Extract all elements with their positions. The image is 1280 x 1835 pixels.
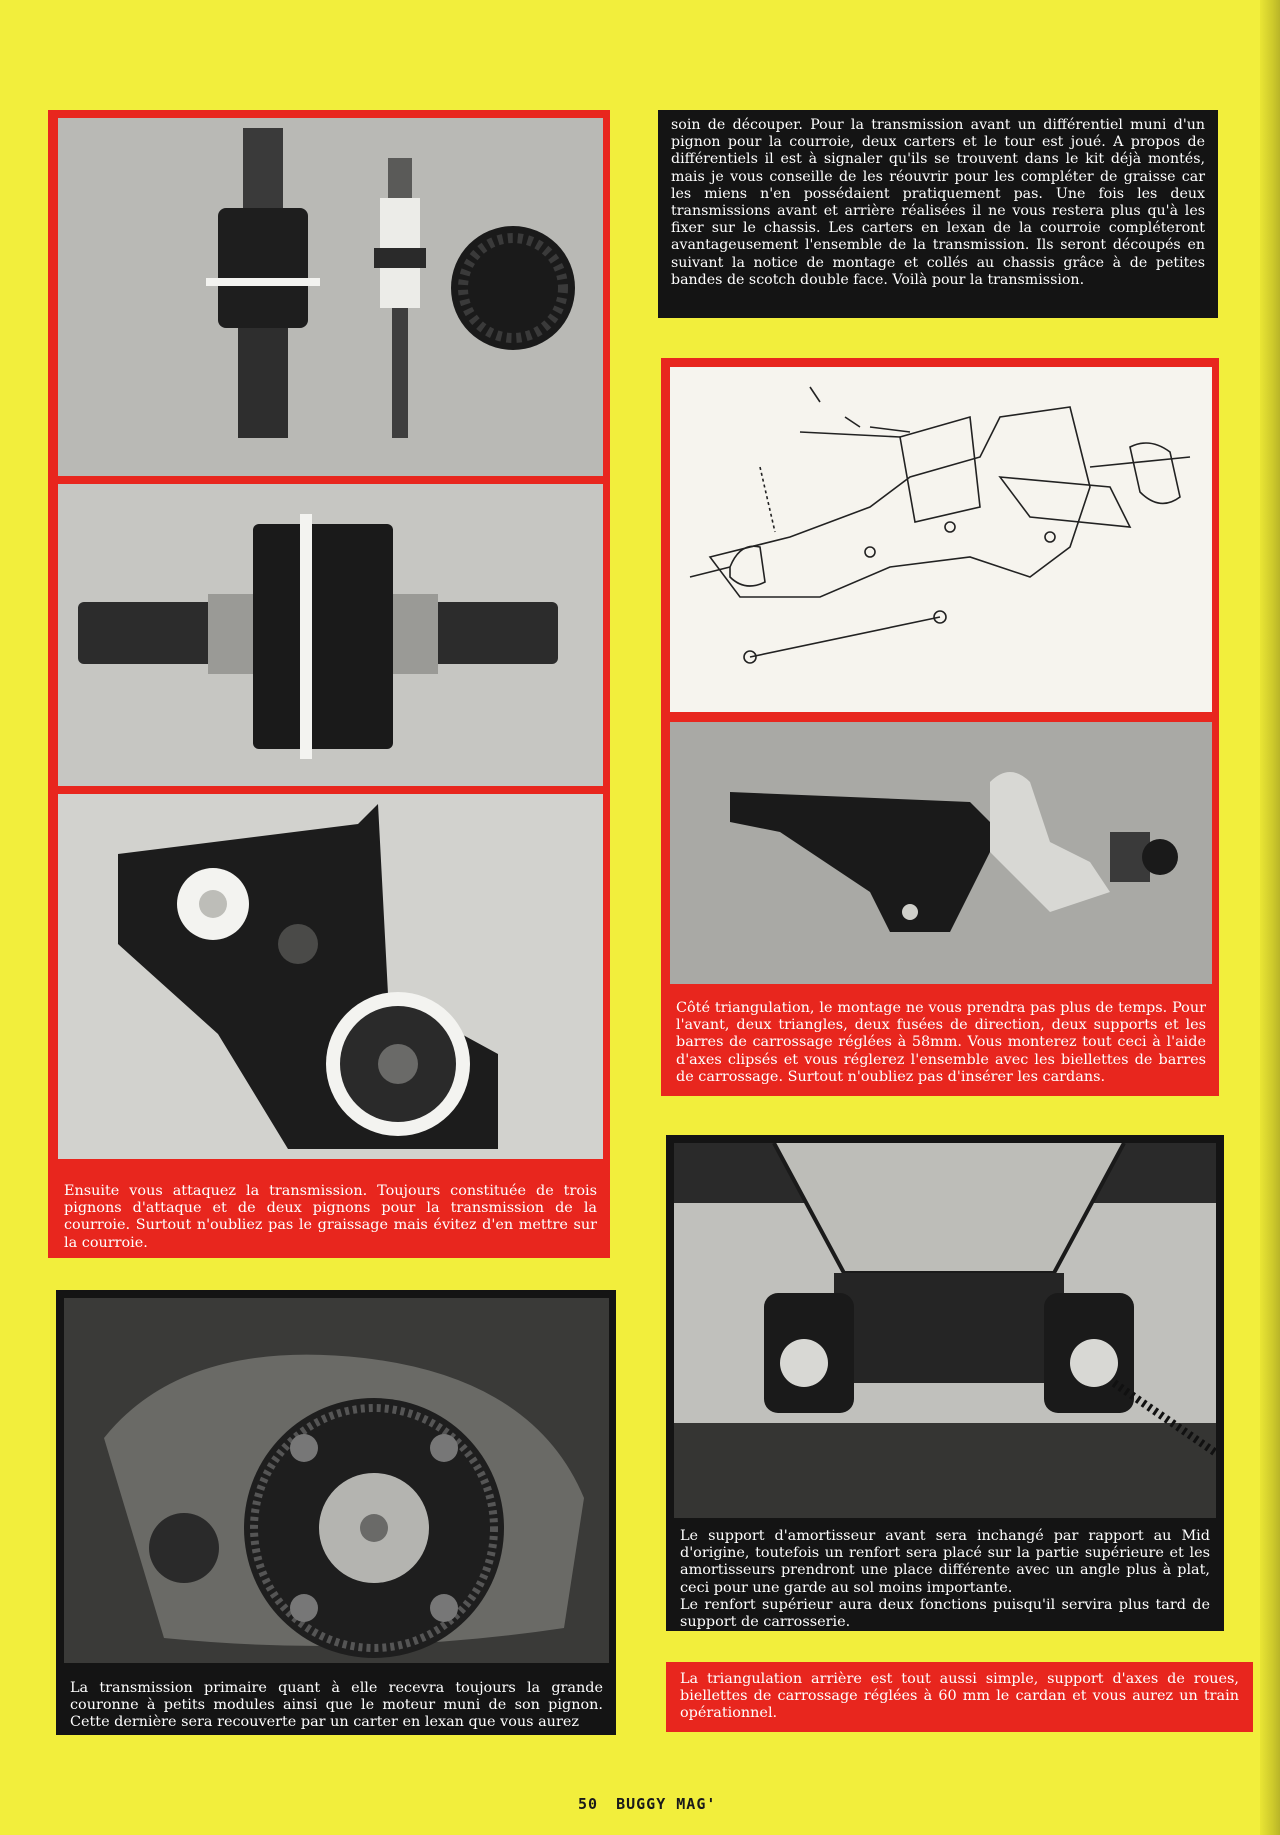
photo-front-shock-support	[674, 1143, 1216, 1518]
exploded-drawing-illustration	[670, 367, 1212, 712]
caption-left-transmission: Ensuite vous attaquez la transmission. Toujours constituée de trois pignons d'attaque et de deux pignons pour la transmission de la courroie. Surtout n'oubliez pas le graissage mais évitez d'en mettre sur la courroie.	[64, 1183, 597, 1251]
photo-differential-pulley	[58, 484, 603, 786]
photo-front-wishbone	[670, 722, 1212, 984]
caption-left-primary: La transmission primaire quant à elle recevra toujours la grande couronne à petits modules ainsi que le moteur muni de son pignon. Cette dernière sera recouverte par un carter en lexan que vous aurez	[70, 1680, 603, 1731]
page-spine-shadow	[1260, 0, 1280, 1835]
page-number: 50	[578, 1795, 599, 1813]
gearbox-illustration	[58, 794, 603, 1159]
caption-top-right: soin de découper. Pour la transmission avant un différentiel muni d'un pignon pour la courroie, deux carters et le tour est joué. A propos de différentiels il est à signaler qu'ils se trouvent dans le kit déjà montés, mais je vous conseille de les réouvrir pour les compléter de graisse car les miens n'en possédaient pratiquement pas. Une fois les deux transmissions avant et arrière réalisées il ne vous restera plus qu'à les fixer sur le chassis. Les carters en lexan de la courroie compléteront avantageusement l'ensemble de la transmission. Ils seront découpés en suivant la notice de montage et collés au chassis grâce à de petites bandes de scotch double face. Voilà pour la transmission.	[671, 117, 1205, 288]
caption-right-shock-p1: Le support d'amortisseur avant sera inchangé par rapport au Mid d'origine, toutefois un renfort sera placé sur la partie supérieure et les amortisseurs prendront une place différente avec un angle plus à plat, ceci pour une garde au sol moins importante.	[680, 1528, 1210, 1596]
photo-primary-transmission-spur-gear	[64, 1298, 609, 1663]
caption-right-rear: La triangulation arrière est tout aussi simple, support d'axes de roues, biellettes de carrossage réglées à 60 mm le cardan et vous aurez un train opérationnel.	[680, 1671, 1239, 1722]
wishbone-illustration	[670, 722, 1212, 984]
page-footer	[578, 1795, 716, 1813]
caption-right-shock	[674, 1528, 1216, 1631]
drawing-front-suspension-exploded	[670, 367, 1212, 712]
photo-differential-and-gears	[58, 118, 603, 476]
caption-right-triangulation: Côté triangulation, le montage ne vous prendra pas plus de temps. Pour l'avant, deux triangles, deux fusées de direction, deux supports et les barres de carrossage réglées à 58mm. Vous monterez tout ceci à l'aide d'axes clipsés et vous réglerez l'ensemble avec les biellettes de barres de carrossage. Surtout n'oubliez pas d'insérer les cardans.	[676, 1000, 1206, 1085]
spur-gear-illustration	[64, 1298, 609, 1663]
magazine-name: BUGGY MAG'	[616, 1795, 717, 1813]
differential-pulley-illustration	[58, 484, 603, 786]
shock-support-illustration	[674, 1143, 1216, 1518]
differential-gears-illustration	[58, 118, 603, 476]
photo-transmission-gearbox	[58, 794, 603, 1159]
caption-right-shock-p2: Le renfort supérieur aura deux fonctions puisqu'il servira plus tard de support de carrosserie.	[680, 1596, 1210, 1631]
